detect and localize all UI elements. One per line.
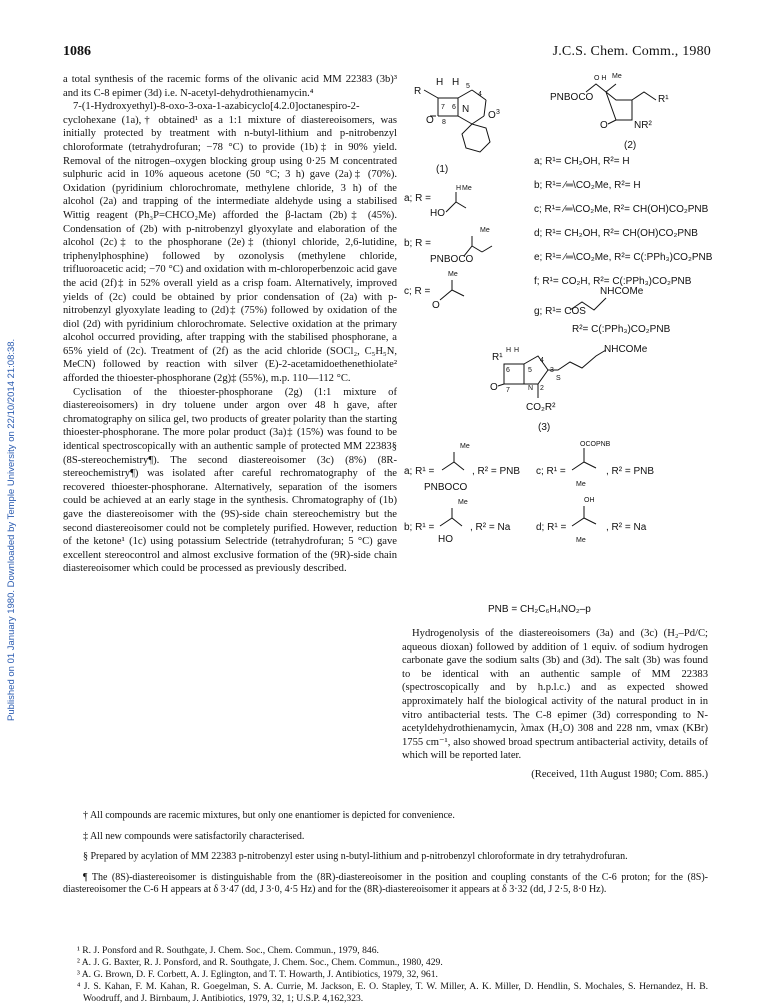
c3-b-sidechain xyxy=(440,508,462,526)
svg-text:H: H xyxy=(436,77,444,88)
c3-ester: CO₂R² xyxy=(526,402,556,413)
svg-text:Me: Me xyxy=(612,73,622,80)
page-number: 1086 xyxy=(63,44,91,59)
c2-variant-e: e; R¹= ⁄═\CO₂Me, R²= C(:PPh₃)CO₂PNB xyxy=(534,252,712,263)
svg-text:7: 7 xyxy=(506,387,510,394)
c3-variant-c-suffix: , R² = PNB xyxy=(606,466,655,477)
c1-variant-b-prefix: b; R = xyxy=(404,238,431,249)
c2-variant-f: f; R¹= CO₂H, R²= C(:PPh₃)CO₂PNB xyxy=(534,276,692,287)
svg-text:Me: Me xyxy=(576,481,586,488)
c3-variant-b-suffix: , R² = Na xyxy=(470,522,511,533)
c3-variant-a-suffix: , R² = PNB xyxy=(472,466,521,477)
svg-text:R: R xyxy=(414,86,422,97)
reference: ³ A. G. Brown, D. F. Corbett, A. J. Eglington, and T. T. Howarth, J. Antibiotics, 1979, 32, 961. xyxy=(77,969,438,980)
c3-variant-d-prefix: d; R¹ = xyxy=(536,522,567,533)
left-column xyxy=(63,73,397,576)
c2-variant-c: c; R¹= ⁄═\CO₂Me, R²= CH(OH)CO₂PNB xyxy=(534,204,709,215)
compound-3-label: (3) xyxy=(538,422,551,433)
svg-text:N: N xyxy=(462,104,470,115)
c3-c-sidechain xyxy=(572,448,596,470)
svg-text:Me: Me xyxy=(576,537,586,544)
svg-text:4: 4 xyxy=(478,91,482,98)
c3-variant-b-prefix: b; R¹ = xyxy=(404,522,435,533)
paragraph: Cyclisation of the thioester-phosphorane (2g) (1:1 mixture of diastereoisomers) in dry toluene under argon over 48 h gave, after chromatography on silica gel, two products of greater polarity than the starting thioester-phosphorane. The more polar product (3a)‡ (15%) was found to be identical spectroscopically with an authentic sample of protected MM 22383§ (8S-stereochemistry¶). The second diastereoisomer (3c) (8%) (8R-stereochemistry¶) was isolated after careful rechromatography of the recovered thioester-phosphorane. Alternatively, separation of the isomers could be achieved at an early stage in the synthesis. Chromatography of (1b) gave the diastereoisomer with the (9S)-side chain stereochemistry but the second diastereoisomer could not be completely purified. However, reduction of the ketone¹ (1c) using potassium Selectride (tetrahydrofuran; 5 °C) gave excellent stereocontrol and almost exclusive formation of the (9R)-side chain diastereoisomer which could be processed as previously described. xyxy=(63,386,397,575)
c1-c-sidechain xyxy=(440,280,464,300)
journal-title: J.C.S. Chem. Comm., 1980 xyxy=(552,44,711,59)
svg-text:R¹: R¹ xyxy=(492,352,503,363)
svg-text:6: 6 xyxy=(506,367,510,374)
c2-variant-g-r2: R²= C(:PPh₃)CO₂PNB xyxy=(572,324,671,335)
svg-text:5: 5 xyxy=(466,83,470,90)
right-column xyxy=(402,627,708,763)
svg-text:H: H xyxy=(506,347,512,354)
svg-text:3: 3 xyxy=(550,367,554,374)
svg-text:3: 3 xyxy=(496,109,500,116)
svg-text:HO: HO xyxy=(438,534,453,545)
svg-text:Me: Me xyxy=(448,271,458,278)
c2-variant-b: b; R¹= ⁄═\CO₂Me, R²= H xyxy=(534,180,641,191)
svg-text:OCOPNB: OCOPNB xyxy=(580,441,611,448)
c1-variant-c-group: O xyxy=(432,300,440,311)
c1-variant-b-group: PNBOCO xyxy=(430,254,474,265)
c3-variant-a-prefix: a; R¹ = xyxy=(404,466,435,477)
c3-d-sidechain xyxy=(572,506,596,526)
paragraph: a total synthesis of the racemic forms of the olivanic acid MM 22383 (3b)³ and its C-8 epimer (3d) i.e. N-acetyl-dehydrothienamycin.⁴ xyxy=(63,74,397,99)
c2-variant-a: a; R¹= CH₂OH, R²= H xyxy=(534,156,630,167)
compound-1-label: (1) xyxy=(436,164,449,175)
footnotes xyxy=(63,810,708,905)
svg-text:5: 5 xyxy=(528,367,532,374)
svg-text:2: 2 xyxy=(540,385,544,392)
c3-variant-c-prefix: c; R¹ = xyxy=(536,466,566,477)
pnb-definition: PNB = CH₂C₆H₄NO₂–p xyxy=(488,604,591,615)
compound-2-label: (2) xyxy=(624,140,637,151)
footnote: † All compounds are racemic mixtures, but only one enantiomer is depicted for convenience. xyxy=(83,810,455,821)
svg-text:R¹: R¹ xyxy=(658,94,669,105)
svg-text:O: O xyxy=(490,382,498,393)
c2-variant-g: g; R¹= COS xyxy=(534,306,586,317)
c3-a-sidechain xyxy=(442,452,464,470)
svg-text:Me: Me xyxy=(460,443,470,450)
download-watermark: Published on 01 January 1980. Downloaded by Temple University on 22/10/2014 21:08:38. xyxy=(6,338,17,722)
svg-text:H: H xyxy=(514,347,520,354)
svg-text:S: S xyxy=(556,375,561,382)
reference: ² A. J. G. Baxter, R. J. Ponsford, and R. Southgate, J. Chem. Soc., Chem. Commun., 1980, 429. xyxy=(77,957,443,968)
svg-text:Me: Me xyxy=(458,499,468,506)
svg-text:O: O xyxy=(600,120,608,131)
reaction-scheme xyxy=(400,72,712,620)
svg-text:PNBOCO: PNBOCO xyxy=(424,482,468,493)
paragraph: 7-(1-Hydroxyethyl)-8-oxo-3-oxa-1-azabicyclo[4.2.0]octanespiro-2-cyclohexane (1a),† obtained¹ as a 1:1 mixture of diastereoisomers, was initially protected by treatment with n-butyl-lithium and p-nitrobenzyl chloroformate (tetrahydrofuran; −78 °C) to provide (1b)‡ in 90% yield. Removal of the nitrogen–oxygen blocking group using 0·25 M concentrated sulphuric acid in 10% aqueous acetone (50 °C; 3 h) gave (2a)‡ (70%). Oxidation (pyridinium chlorochromate, methylene chloride, 3 h) of the alcohol (2a) and trapping of the intermediate aldehyde using a stabilised Wittig reagent (Ph₃P=CHCO₂Me) afforded the β-lactam (2b)‡ (45%). Condensation of (2b) with p-nitrobenzyl glyoxylate and elaboration of the alcohol (2c)‡ to the phosphorane (2e)‡ (thionyl chloride, 2,6-lutidine, triphenylphosphine) followed by ozonolysis (methylene chloride, trifluoroacetic acid; −70 °C) and oxidation with m-chloroperbenzoic acid gave the acid (2f)‡ in 52% overall yield as a crisp foam. Alternatively, improved yields of (2c) could be obtained by prior condensation of (2a) with p-nitrobenzyl glyoxylate leading to (2d)‡ (75%) followed by oxidation of the diol (2d) with pyridinium chlorochromate. Selective oxidation at the primary alcohol occurred providing, after trapping with the stabilised phosphorane, a 65% yield of (2c). Treatment of (2f) as the acid chloride (SOCl₂, C₅H₅N, MeCN) followed by reaction with silver (E)-2-acetamidoethenethiolate² afforded the thioester-phosphorane (2g)‡ (55%), m.p. 110—112 °C. xyxy=(63,101,397,385)
c2-g-amide: NHCOMe xyxy=(600,286,644,297)
received-date: (Received, 11th August 1980; Com. 885.) xyxy=(531,769,708,780)
svg-text:6: 6 xyxy=(452,104,456,111)
svg-text:Me: Me xyxy=(462,185,472,192)
c1-a-sidechain xyxy=(446,192,466,212)
svg-text:N: N xyxy=(528,385,534,392)
c1-variant-a-group: HO xyxy=(430,208,445,219)
svg-text:O H: O H xyxy=(594,75,607,82)
svg-text:8: 8 xyxy=(442,119,446,126)
c2-variant-d: d; R¹= CH₂OH, R²= CH(OH)CO₂PNB xyxy=(534,228,698,239)
svg-text:H: H xyxy=(456,185,462,192)
footnote: § Prepared by acylation of MM 22383 p-nitrobenzyl ester using n-butyl-lithium and p-nitrobenzyl chloroformate in dry tetrahydrofuran. xyxy=(83,851,628,863)
svg-text:NR²: NR² xyxy=(634,120,652,131)
svg-text:PNBOCO: PNBOCO xyxy=(550,92,594,103)
svg-text:O: O xyxy=(488,110,496,121)
reference: ⁴ J. S. Kahan, F. M. Kahan, R. Goegelman, S. A. Currie, M. Jackson, E. O. Stapley, T. W. Miller, A. K. Miller, D. Hendlin, S. Mochales, S. Hernandez, H. B. Woodruff, and J. Birnbaum, J. Antibiotics, 1979, 32, 1; U.S.P. 4,162,323. xyxy=(77,981,708,1004)
c1-variant-c-prefix: c; R = xyxy=(404,286,431,297)
references xyxy=(63,945,708,1005)
c1-variant-a-prefix: a; R = xyxy=(404,193,431,204)
compound-2-structure xyxy=(550,73,669,131)
svg-text:4: 4 xyxy=(540,357,544,364)
svg-text:7: 7 xyxy=(441,104,445,111)
footnote: ¶ The (8S)-diastereoisomer is distinguishable from the (8R)-diastereoisomer in the position and coupling constants of the C-6 proton; for the (8S)-diastereoisomer the C-6 H appears at δ 3·47 (dd, J 3·0, 4·5 Hz) and for the (8R)-diastereoisomer it appears at δ 3·32 (dd, J 2·5, 8·0 Hz). xyxy=(63,871,708,896)
svg-text:Me: Me xyxy=(480,227,490,234)
svg-text:O: O xyxy=(426,115,434,126)
paragraph: Hydrogenolysis of the diastereoisomers (3a) and (3c) (H₂–Pd/C; aqueous dioxan) followed by addition of 1 equiv. of sodium hydrogen carbonate gave the sodium salts (3b) and (3d). The salt (3b) was found to be identical with an authentic sample of MM 22383 (spectroscopically and by h.p.l.c.) and as expected showed approximately half the biological activity of the natural product in in vitro antibacterial tests. The C-8 epimer (3d) corresponding to N-acetyldehydrothienamycin, λmax (H₂O) 308 and 228 nm, νmax (KBr) 1755 cm⁻¹, also showed broad spectrum antibacterial activity, details of which will be reported later. xyxy=(402,628,708,762)
c1-b-sidechain xyxy=(464,236,492,256)
svg-text:H: H xyxy=(452,77,460,88)
reference: ¹ R. J. Ponsford and R. Southgate, J. Chem. Soc., Chem. Commun., 1979, 846. xyxy=(77,945,379,956)
compound-1-structure xyxy=(414,77,500,152)
c3-variant-d-suffix: , R² = Na xyxy=(606,522,647,533)
page-header xyxy=(63,44,711,64)
footnote: ‡ All new compounds were satisfactorily characterised. xyxy=(83,830,305,842)
compound-3-structure xyxy=(490,347,606,398)
svg-text:OH: OH xyxy=(584,497,595,504)
c3-amide: NHCOMe xyxy=(604,344,648,355)
